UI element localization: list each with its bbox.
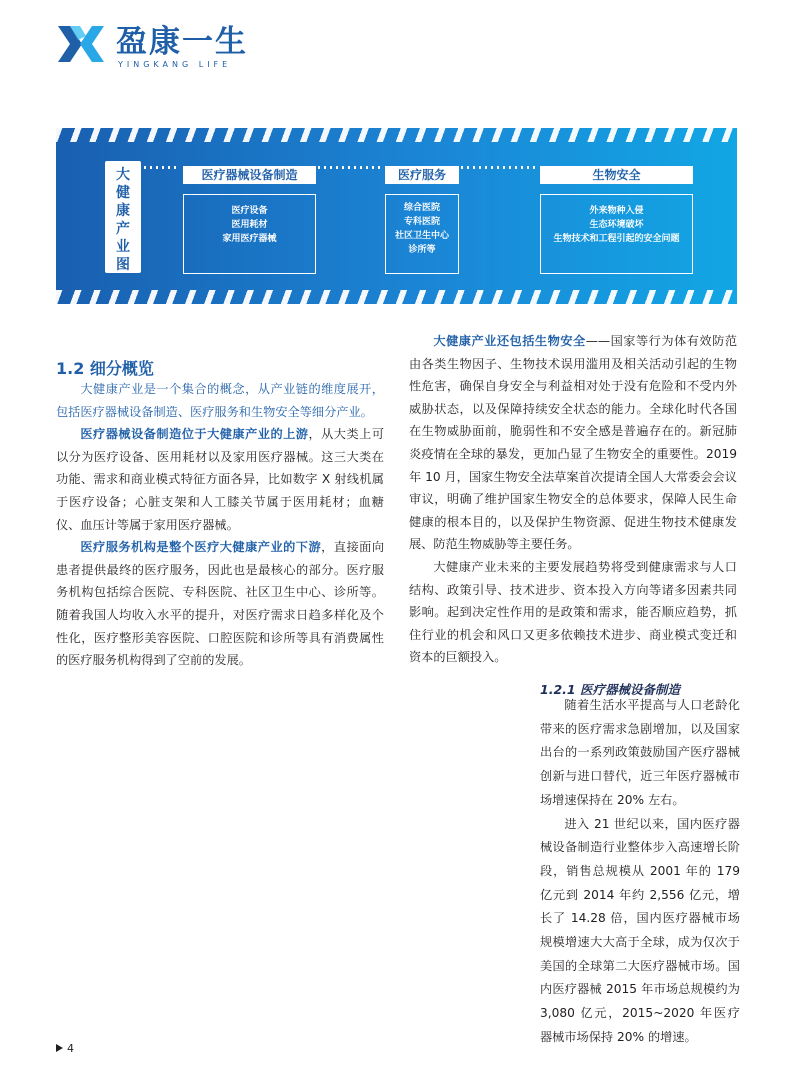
logo-name: 盈康一生	[116, 24, 248, 60]
paragraph-services: 医疗服务机构是整个医疗大健康产业的下游，直接面向患者提供最终的医疗服务，因此也是最核心的部分。医疗服务机构包括综合医院、专科医院、社区卫生中心、诊所等。随着我国人均收入水平的提升，对医疗需求日趋多样化及个性化，医疗整形美容医院、口腔医院和诊所等具有消费属性的医疗服务机构得到了空前的发展。	[56, 540, 385, 668]
category-item: 社区卫生中心	[394, 231, 449, 241]
paragraph-manufacturing: 医疗器械设备制造位于大健康产业的上游，从大类上可以分为医疗设备、医用耗材以及家用医疗器械。这三大类在功能、需求和商业模式特征方面各异，比如数字 X 射线机属于医疗设备；心脏支架和人工膝关节属于医用耗材；血糖仪、血压计等属于家用医疗器械。	[56, 427, 385, 532]
right-column	[409, 330, 737, 669]
category-item: 生态环境破坏	[589, 220, 644, 230]
highlight-text: 医疗器械设备制造位于大健康产业的上游	[80, 427, 309, 442]
category-box-services	[385, 194, 459, 274]
category-label-biosafety: 生物安全	[540, 166, 693, 184]
category-label-manufacturing: 医疗器械设备制造	[183, 166, 316, 184]
connector-dots	[318, 166, 382, 169]
category-item: 医疗设备	[231, 206, 268, 216]
category-box-biosafety	[540, 194, 693, 274]
logo-x-icon	[56, 24, 106, 64]
play-triangle-icon	[56, 1044, 63, 1052]
category-item: 外来物种入侵	[589, 206, 644, 216]
connector-dots	[144, 166, 180, 169]
subsection-title: 1.2.1 医疗器械设备制造	[540, 682, 680, 697]
page-number: 4	[56, 1042, 74, 1055]
diagram-title: 大健康产业图	[105, 161, 141, 273]
banner-stripes-bottom	[56, 290, 737, 304]
paragraph-biosafety: 大健康产业还包括生物安全——国家等行为体有效防范由各类生物因子、生物技术误用滥用及相关活动引起的生物性危害，确保自身安全与利益相对处于没有危险和不受内外威胁状态，以及保障持续安全状态的能力。全球化时代各国在生物威胁面前，脆弱性和不安全感是普遍存在的。新冠肺炎疫情在全球的暴发，更加凸显了生物安全的重要性。2019 年 10 月，国家生物安全法草案首次提请全国人大常委会会议审议，明确了维护国家生物安全的总体要求，保障人民生命健康的根本目的，以及保护生物资源、促进生物技术健康发展、防范生物威胁等主要任务。	[409, 334, 738, 552]
category-item: 专科医院	[403, 217, 440, 227]
highlight-text: 大健康产业还包括生物安全	[433, 334, 586, 348]
brand-logo	[56, 22, 276, 72]
connector-dots	[461, 166, 537, 169]
category-item: 家用医疗器械	[222, 234, 277, 244]
subsection-paragraph: 随着生活水平提高与人口老龄化带来的医疗需求急剧增加，以及国家出台的一系列政策鼓励国产医疗器械创新与进口替代，近三年医疗器械市场增速保持在 20% 左右。	[540, 698, 740, 807]
section-title: 1.2 细分概览	[56, 359, 154, 378]
left-column	[56, 378, 384, 672]
highlight-text: 医疗服务机构是整个医疗大健康产业的下游	[80, 540, 322, 555]
category-item: 诊所等	[408, 245, 436, 255]
category-label-services: 医疗服务	[385, 166, 459, 184]
subsection-body	[540, 694, 740, 1050]
category-item: 生物技术和工程引起的安全问题	[553, 234, 680, 244]
category-box-manufacturing	[183, 194, 316, 274]
paragraph-trends: 大健康产业未来的主要发展趋势将受到健康需求与人口结构、政策引导、技术进步、资本投入方向等诸多因素共同影响。起到决定性作用的是政策和需求，能否顺应趋势，抓住行业的机会和风口又更多依赖技术进步、商业模式变迁和资本的巨额投入。	[409, 559, 737, 665]
category-item: 医用耗材	[231, 220, 268, 230]
category-item: 综合医院	[403, 203, 440, 213]
intro-paragraph: 大健康产业是一个集合的概念，从产业链的维度展开，包括医疗器械设备制造、医疗服务和生物安全等细分产业。	[56, 382, 384, 419]
subsection-paragraph: 进入 21 世纪以来，国内医疗器械设备制造行业整体步入高速增长阶段，销售总规模从 2001 年的 179 亿元到 2014 年约 2,556 亿元，增长了 14.28 倍，国内医疗器械市场规模增速大大高于全球，成为仅次于美国的全球第二大医疗器械市场。国内医疗器械 2015 年市场总规模约为 3,080 亿元，2015~2020 年医疗器械市场保持 20% 的增速。	[540, 816, 740, 1044]
industry-diagram	[56, 128, 737, 304]
logo-subtitle: YINGKANG LIFE	[118, 60, 232, 69]
banner-stripes-top	[56, 128, 737, 142]
